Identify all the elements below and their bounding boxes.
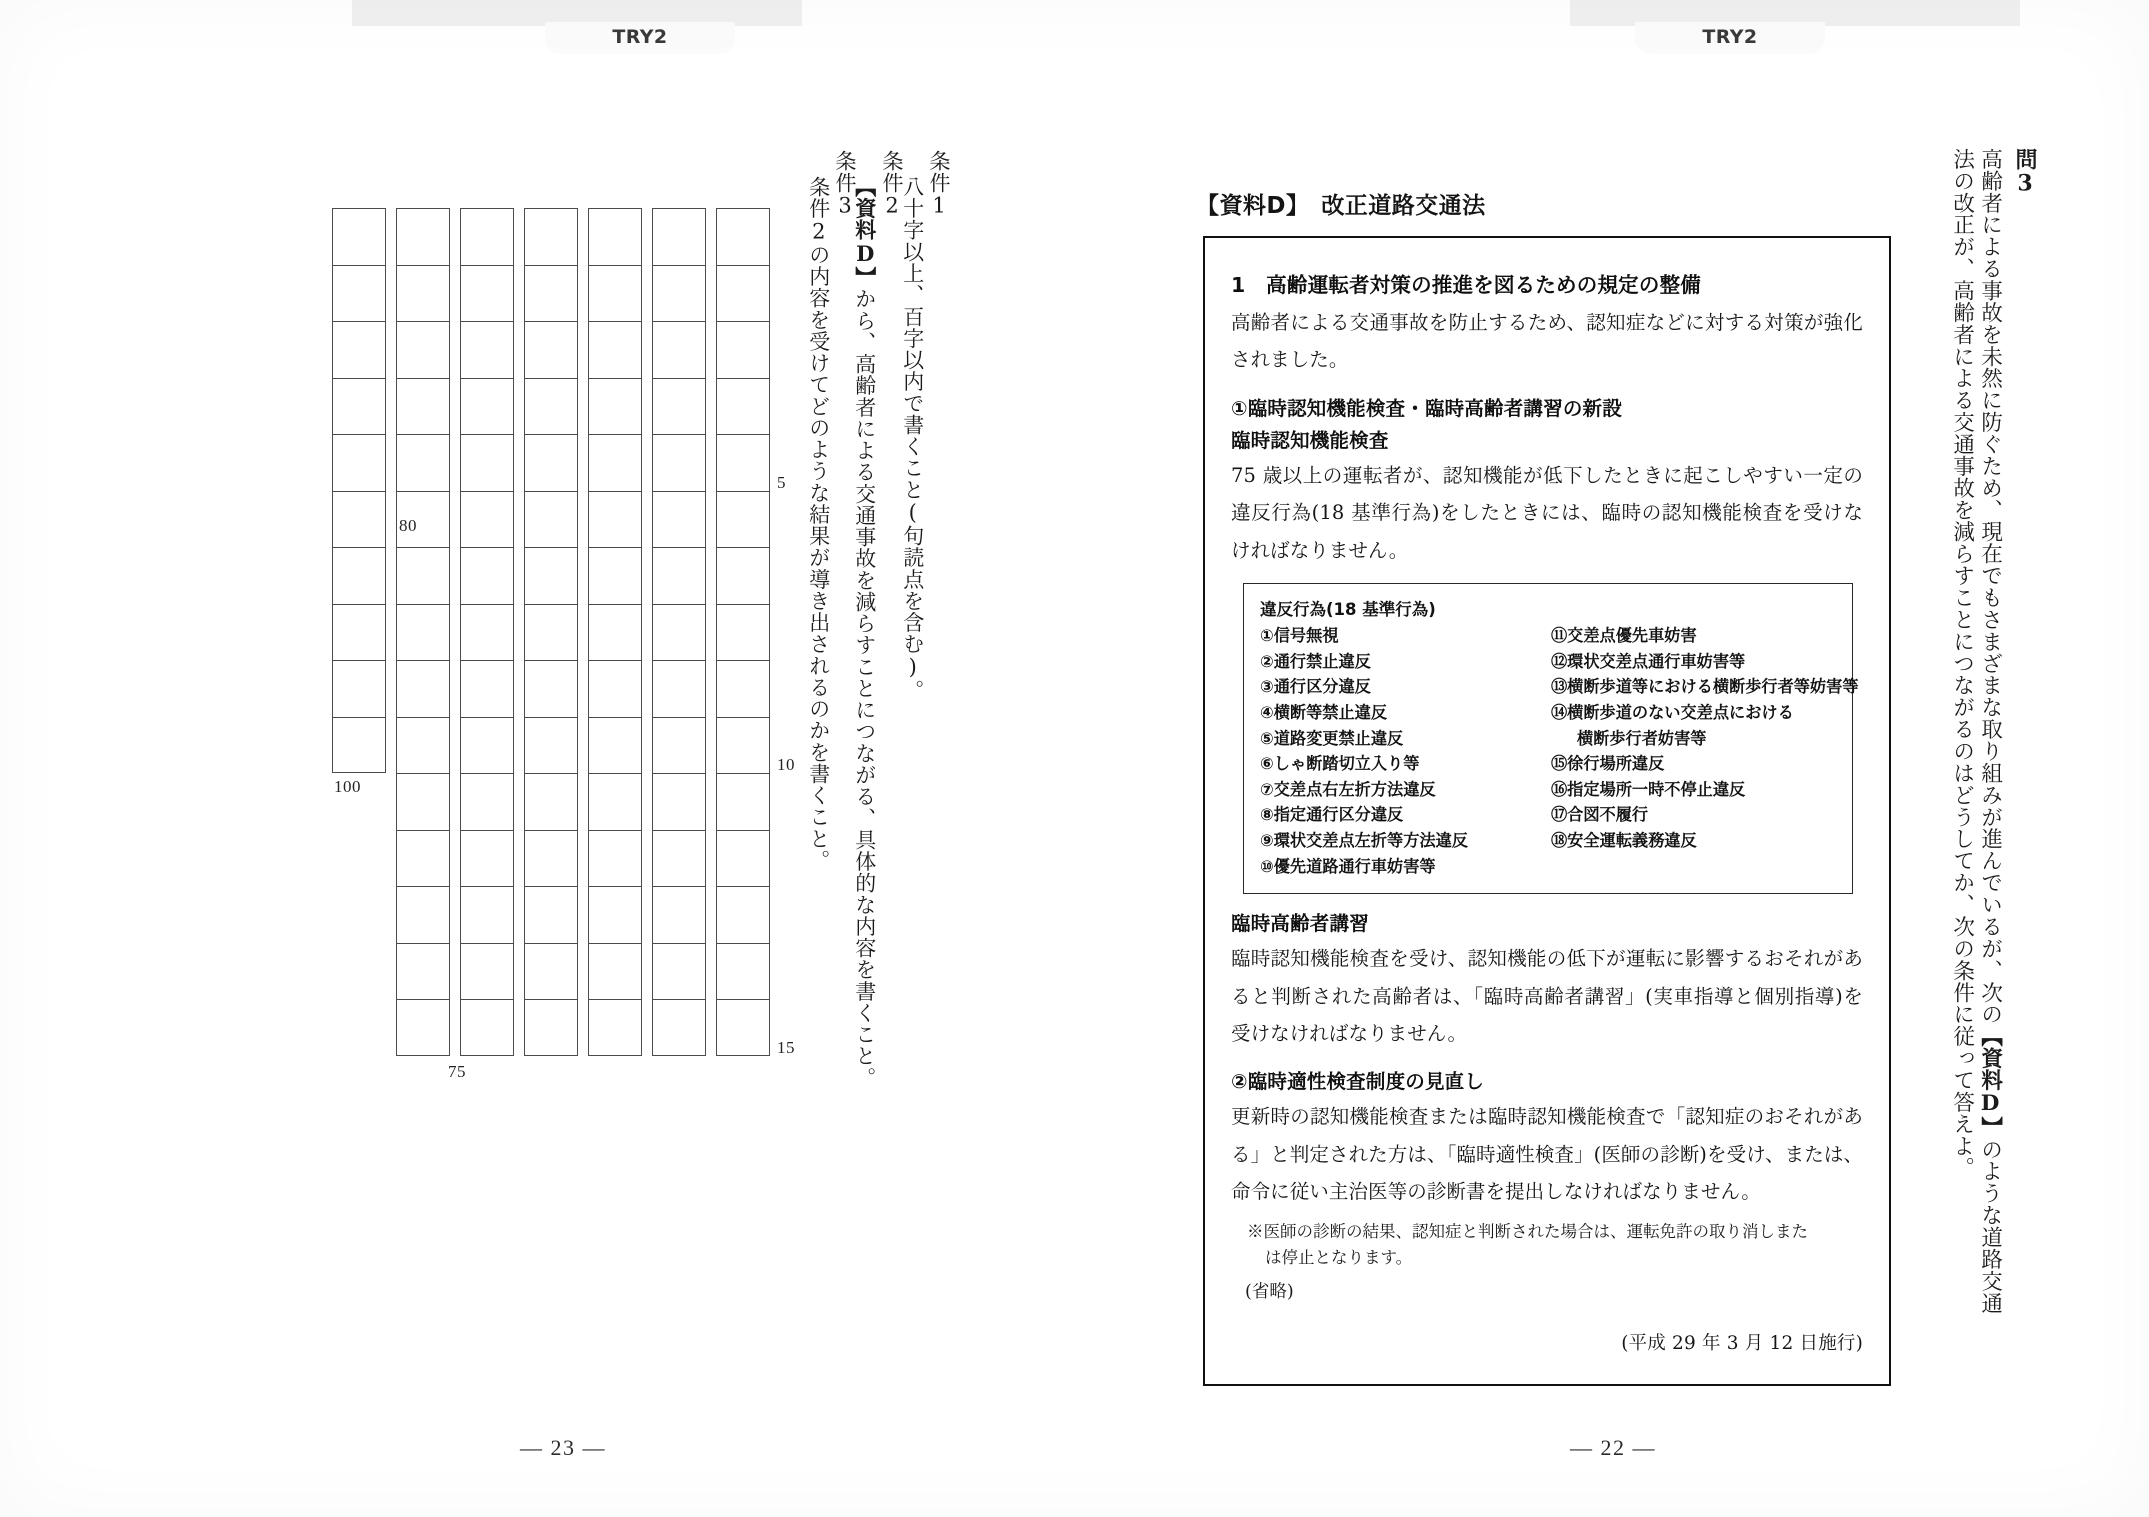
answer-grid-column[interactable] [588,208,642,1056]
answer-grid-cell[interactable] [524,321,578,378]
answer-grid-cell[interactable] [396,886,450,943]
answer-grid-cell[interactable] [716,547,770,604]
article-section1-body: 75 歳以上の運転者が、認知機能が低下したときに起こしやすい一定の違反行為(18 基準行為)をしたときには、臨時の認知機能検査を受けなければなりません。 [1231,463,1863,562]
answer-grid-cell[interactable] [588,999,642,1056]
answer-grid-cell[interactable] [652,886,706,943]
answer-grid-cell[interactable] [460,547,514,604]
answer-grid-cell[interactable] [524,208,578,265]
answer-grid-cell[interactable] [652,208,706,265]
answer-grid-cell[interactable] [524,886,578,943]
answer-grid-column[interactable] [396,208,450,1056]
answer-grid-cell[interactable] [396,999,450,1056]
article-section1-heading: ①臨時認知機能検査・臨時高齢者講習の新設 [1231,396,1622,420]
violation-list-item: ⑫環状交差点通行車妨害等 [1551,651,1746,671]
answer-grid-cell[interactable] [652,321,706,378]
answer-grid-cell[interactable] [524,547,578,604]
article-section1-subheading: 臨時認知機能検査 [1231,428,1389,452]
answer-grid-cell[interactable] [652,999,706,1056]
answer-grid-cell[interactable] [332,321,386,378]
article-heading: 1 高齢運転者対策の推進を図るための規定の整備 [1231,273,1701,297]
violations-list-title: 違反行為(18 基準行為) [1260,600,1436,620]
article-section3-heading: ②臨時適性検査制度の見直し [1231,1070,1485,1094]
answer-grid-cell[interactable] [524,265,578,322]
answer-grid-cell[interactable] [460,943,514,1000]
question-3-text [1948,148,2004,1333]
answer-grid-cell[interactable] [716,717,770,774]
answer-grid-cell[interactable] [396,321,450,378]
answer-grid-cell[interactable] [716,943,770,1000]
violations-column-right [1551,623,1859,879]
answer-grid-cell[interactable] [460,321,514,378]
try2-label-right: TRY2 [1702,26,1758,48]
answer-grid-cell[interactable] [332,491,386,548]
violation-list-item: ⑤道路変更禁止違反 [1260,728,1404,748]
answer-grid-cell[interactable] [652,830,706,887]
try2-tab-left [545,22,735,54]
answer-grid-cell[interactable] [588,660,642,717]
violation-list-item: ⑪交差点優先車妨害 [1551,626,1697,646]
question-3-bold-ref: 【資料D】 [1977,1025,2003,1139]
answer-grid-cell[interactable] [716,830,770,887]
answer-grid-cell[interactable] [588,604,642,661]
answer-grid-cell[interactable] [652,773,706,830]
article-intro-paragraph: 高齢者による交通事故を防止するため、認知症などに対する対策が強化されました。 [1231,311,1863,372]
answer-grid-cell[interactable] [716,773,770,830]
manuscript-answer-grid[interactable] [332,208,770,1056]
answer-grid-cell[interactable] [460,886,514,943]
violation-list-item: ⑭横断歩道のない交差点における [1551,702,1794,722]
answer-grid-column[interactable] [460,208,514,1056]
article-footnote-line1: ※医師の診断の結果、認知症と判断された場合は、運転免許の取り消しまた [1247,1221,1808,1241]
answer-grid-cell[interactable] [460,717,514,774]
condition-1-text: 八十字以上、百字以内で書くこと(句読点を含む)。 [900,176,925,702]
condition-2-rest: から、高齢者による交通事故を減らすことにつながる、具体的な内容を書くこと。 [852,288,877,1089]
condition-item-1 [900,150,952,1170]
condition-1-label: 条件1 [927,150,951,219]
answer-grid-cell[interactable] [396,660,450,717]
answer-grid-cell[interactable] [460,434,514,491]
answer-grid-cell[interactable] [332,434,386,491]
answer-grid-cell[interactable] [716,378,770,435]
answer-grid-cell[interactable] [652,604,706,661]
answer-grid-cell[interactable] [716,660,770,717]
answer-grid-cell[interactable] [588,491,642,548]
condition-2-bold-ref: 【資料D】 [852,176,878,289]
grid-tick-80: 80 [399,515,417,535]
answer-grid-cell[interactable] [652,378,706,435]
answer-grid-cell[interactable] [460,604,514,661]
answer-grid-cell[interactable] [460,208,514,265]
condition-3-text: 条件2の内容を受けてどのような結果が導き出されるのかを書くこと。 [806,176,831,872]
answer-grid-cell[interactable] [588,547,642,604]
article-frame-shiryo-d [1203,236,1891,1386]
article-section2-subheading: 臨時高齢者講習 [1231,912,1369,936]
answer-grid-cell[interactable] [524,491,578,548]
answer-grid-cell[interactable] [716,434,770,491]
answer-grid-cell[interactable] [524,830,578,887]
answer-grid-column[interactable] [524,208,578,1056]
answer-grid-cell[interactable] [716,265,770,322]
article-section2-body: 臨時認知機能検査を受け、認知機能の低下が運転に影響するおそれがあると判断された高齢者は、「臨時高齢者講習」(実車指導と個別指導)を受けなければなりません。 [1231,947,1863,1045]
answer-grid-cell[interactable] [524,717,578,774]
condition-3-label: 条件3 [833,150,857,219]
answer-grid-cell[interactable] [332,208,386,265]
question-3-text-before: 高齢者による事故を未然に防ぐため、現在でもさまざまな取り組みが進んでいるが、次の [1977,148,2003,1026]
article-omission-marker: (省略) [1245,1282,1294,1303]
answer-grid-cell[interactable] [652,660,706,717]
violation-list-item: 横断歩行者妨害等 [1577,728,1707,748]
answer-grid-cell[interactable] [396,604,450,661]
answer-grid-cell[interactable] [652,265,706,322]
article-footnote-line2: は停止となります。 [1265,1248,1413,1268]
answer-grid-cell[interactable] [524,999,578,1056]
grid-tick-10: 10 [777,755,795,774]
answer-grid-cell[interactable] [588,265,642,322]
answer-grid-cell[interactable] [652,434,706,491]
try2-label-left: TRY2 [612,26,668,48]
answer-grid-cell[interactable] [460,999,514,1056]
answer-conditions-list [806,150,952,1170]
grid-tick-15: 15 [777,1037,795,1057]
answer-grid-cell[interactable] [396,434,450,491]
answer-grid-cell[interactable] [524,773,578,830]
violation-list-item: ④横断等禁止違反 [1260,702,1388,722]
violation-list-item: ⑩優先道路通行車妨害等 [1260,856,1436,876]
answer-grid-column[interactable] [652,208,706,1056]
grid-tick-75: 75 [448,1061,466,1081]
answer-grid-cell[interactable] [460,773,514,830]
violation-list-item: ③通行区分違反 [1260,677,1371,697]
answer-grid-cell[interactable] [588,886,642,943]
answer-grid-cell[interactable] [332,660,386,717]
answer-grid-cell[interactable] [716,886,770,943]
answer-grid-cell[interactable] [716,604,770,661]
answer-grid-cell[interactable] [396,943,450,1000]
answer-grid-cell[interactable] [396,378,450,435]
answer-grid-cell[interactable] [460,660,514,717]
answer-grid-cell[interactable] [588,943,642,1000]
answer-grid-cell[interactable] [460,378,514,435]
answer-grid-cell[interactable] [716,321,770,378]
question-3-number: 問3 [2012,148,2038,197]
source-caption-shiryo-d: 【資料D】 改正道路交通法 [1196,193,1486,219]
violation-list-item: ⑦交差点右左折方法違反 [1260,779,1436,799]
answer-grid-cell[interactable] [524,660,578,717]
violations-column-left [1260,623,1541,879]
answer-grid-cell[interactable] [524,604,578,661]
question-3-text-after: のような道路交通法の改正が、高齢者による交通事故を減らすことにつながるのはどうしてか、次の条件に従って答えよ。 [1949,148,2003,1314]
violation-list-item: ⑮徐行場所違反 [1551,754,1665,774]
question-3-block [1918,148,2038,1333]
answer-grid-cell[interactable] [588,773,642,830]
answer-grid-cell[interactable] [460,491,514,548]
answer-grid-cell[interactable] [396,547,450,604]
violation-list-item: ②通行禁止違反 [1260,651,1371,671]
answer-grid-column[interactable] [716,208,770,1056]
answer-grid-cell[interactable] [396,208,450,265]
answer-grid-column[interactable] [332,208,386,1056]
answer-grid-cell[interactable] [588,378,642,435]
answer-grid-cell[interactable] [588,434,642,491]
grid-tick-5: 5 [777,472,786,492]
answer-grid-cell[interactable] [396,717,450,774]
answer-grid-cell[interactable] [716,208,770,265]
violations-columns [1260,623,1859,879]
violation-list-item: ⑥しゃ断踏切立入り等 [1260,754,1420,774]
answer-grid-cell[interactable] [332,547,386,604]
answer-grid-cell[interactable] [716,491,770,548]
answer-grid-cell[interactable] [588,717,642,774]
violation-list-item: ⑧指定通行区分違反 [1260,805,1404,825]
answer-grid-cell[interactable] [588,208,642,265]
article-section3-body: 更新時の認知機能検査または臨時認知機能検査で「認知症のおそれがある」と判定された方は、「臨時適性検査」(医師の診断)を受け、または、命令に従い主治医等の診断書を提出しなければなりません。 [1231,1105,1863,1204]
violations-list-box [1243,583,1859,894]
answer-grid-cell[interactable] [332,265,386,322]
answer-grid-cell[interactable] [460,830,514,887]
answer-grid-cell[interactable] [396,265,450,322]
try2-tab-right [1635,22,1825,54]
answer-grid-cell[interactable] [332,604,386,661]
answer-grid-cell[interactable] [716,999,770,1056]
answer-grid-cell[interactable] [652,943,706,1000]
grid-tick-100: 100 [334,777,361,796]
violation-list-item: ⑬横断歩道等における横断歩行者等妨害等 [1551,677,1859,697]
answer-grid-cell[interactable] [332,717,386,774]
condition-2-text [850,176,878,1088]
answer-grid-cell[interactable] [588,321,642,378]
article-footnote [1247,1219,1863,1272]
violation-list-item: ⑱安全運転義務違反 [1551,830,1697,850]
page-folio-left: — 23 — [520,1435,606,1460]
answer-grid-cell[interactable] [588,830,642,887]
answer-grid-cell[interactable] [396,830,450,887]
violation-list-item: ⑨環状交差点左折等方法違反 [1260,830,1468,850]
answer-grid-cell[interactable] [332,378,386,435]
answer-grid-cell[interactable] [524,434,578,491]
page-folio-right: — 22 — [1570,1435,1656,1460]
violation-list-item: ①信号無視 [1260,626,1339,646]
answer-grid-cell[interactable] [524,378,578,435]
answer-grid-cell[interactable] [652,717,706,774]
answer-grid-cell[interactable] [460,265,514,322]
answer-grid-cell[interactable] [396,773,450,830]
violation-list-item: ⑯指定場所一時不停止違反 [1551,779,1746,799]
answer-grid-cell[interactable] [652,491,706,548]
violation-list-item: ⑰合図不履行 [1551,805,1649,825]
condition-2-label: 条件2 [880,150,904,219]
article-enforcement-date: (平成 29 年 3 月 12 日施行) [1621,1333,1863,1355]
answer-grid-cell[interactable] [524,943,578,1000]
answer-grid-cell[interactable] [652,547,706,604]
